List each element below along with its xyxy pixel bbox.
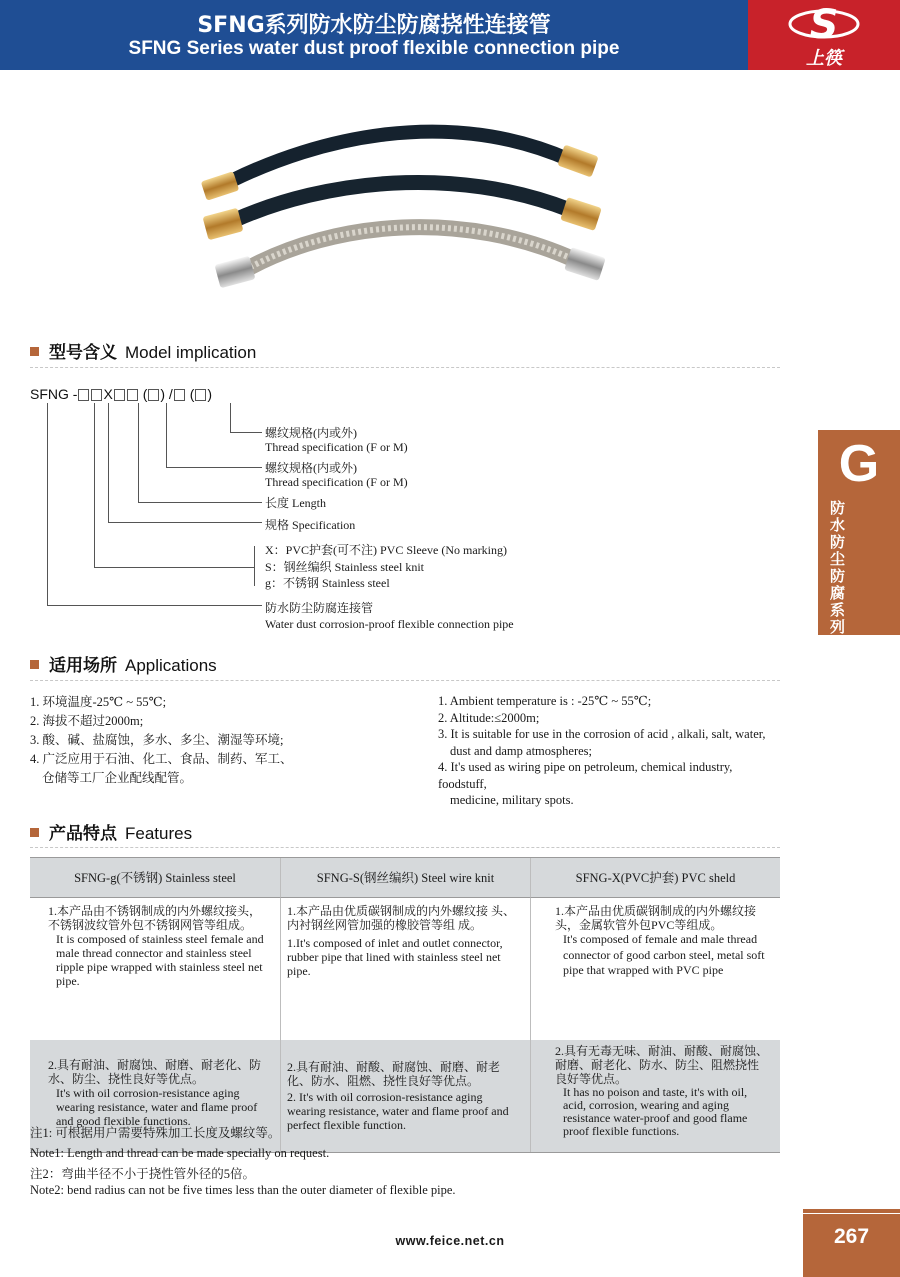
brass-fitting [557, 145, 598, 178]
note-2-en: Note2: bend radius can not be five times less than the outer diameter of flexible pipe. [30, 1183, 456, 1197]
steel-fitting [564, 247, 606, 281]
steel-fitting [215, 256, 256, 288]
label-specification: 规格 Specification [265, 518, 356, 532]
note-2-cn: 注2：弯曲半径不小于挠性管外径的5倍。 [30, 1167, 256, 1181]
divider [30, 367, 780, 368]
applications-cn: 1. 环境温度-25℃ ~ 55℃; 2. 海拔不超过2000m; 3. 酸、碱、盐腐蚀，多水、多尘、潮湿等环境; 4. 广泛应用于石油、化工、食品、制药、军工、 仓储等工厂企业配线配管。 [30, 695, 293, 785]
table-cell: 2.具有耐油、耐腐蚀、耐磨、耐老化、防水、防尘、挠性良好等优点。 It's with oil corrosion-resistance aging wearing resistance, water and flame proof and good flexible functions. [30, 1040, 280, 1152]
table-cell: 2.具有无毒无味、耐油、耐酸、耐腐蚀、耐磨、耐老化、防水、防尘、阻燃挠性良好等优点。 It has no poison and taste, it's with oil, acid, corrosion, wearing and aging resistance water-proof and good flame proof flexible functions. [530, 1040, 780, 1152]
footer-url[interactable]: www.feice.net.cn [395, 1234, 505, 1248]
table-cell: 1.本产品由优质碳钢制成的内外螺纹接头，金属软管外包PVC等组成。 It's composed of female and male thread connector of good carbon steel, metal soft pipe that wrapped with PVC pipe [530, 898, 780, 1040]
page-number: 267 [803, 1214, 900, 1277]
label-length: 长度 Length [265, 496, 326, 510]
brass-fitting [201, 171, 240, 201]
brass-fitting [203, 208, 244, 240]
section-heading-applications: 适用场所 Applications [30, 651, 217, 676]
page-number-bar [803, 1209, 900, 1213]
table-cell: 1.本产品由不锈钢制成的内外螺纹接头，不锈钢波纹管外包不锈钢网管等组成。 It is composed of stainless steel female and male thread connector and stainless steel ripple pipe wrapped with stainless steel net pipe. [30, 898, 280, 1040]
applications-en: 1. Ambient temperature is : -25℃ ~ 55℃; 2. Altitude:≤2000m; 3. It is suitable for use in the corrosion of acid , alkali, salt, water, dust and damp atmospheres; 4. It's used as wiring pipe on petroleum, chemical industry, foodstuff, medicine, military spots. [438, 694, 766, 807]
section-heading-model: 型号含义 Model implication [30, 338, 256, 363]
label-thread-spec-2: 螺纹规格(内或外) Thread specification (F or M) [265, 426, 408, 454]
logo-letter: S [809, 2, 839, 48]
table-cell: 2.具有耐油、耐酸、耐腐蚀、耐磨、耐老化、防水、阻燃、挠性良好等优点。 2. It's with oil corrosion-resistance aging wearing resistance, water and flame proof and perfect flexible function. [280, 1040, 530, 1152]
divider [30, 847, 780, 848]
table-header-cell: SFNG-S(钢丝编织) Steel wire knit [280, 858, 530, 898]
brand-logo [770, 2, 878, 48]
table-cell: 1.本产品由优质碳钢制成的内外螺纹接 头、内衬钢丝网管加强的橡胶管等组 成。 1.It's composed of inlet and outlet connector, rubber pipe that lined with stainless steel net pipe. [280, 898, 530, 1040]
table-header-row [30, 858, 780, 898]
section-heading-features: 产品特点 Features [30, 819, 192, 844]
bullet-square [30, 828, 39, 837]
label-thread-spec-1: 螺纹规格(内或外) Thread specification (F or M) [265, 461, 408, 489]
black-hose-2 [235, 182, 570, 220]
page-title-en: SFNG Series water dust proof flexible connection pipe [128, 38, 620, 59]
page-title-cn: SFNG系列防水防尘防腐挠性连接管 [197, 13, 551, 38]
black-hose-1 [233, 132, 570, 180]
side-tab-letter: G [838, 435, 880, 493]
label-pipe-name: 防水防尘防腐连接管 Water dust corrosion-proof flexible connection pipe [265, 601, 514, 631]
product-photo [195, 110, 615, 310]
note-1-en: Note1: Length and thread can be made specially on request. [30, 1146, 330, 1160]
side-tab-text: 防水防尘防腐系列 [830, 499, 846, 636]
note-1-cn: 注1: 可根据用户需要特殊加工长度及螺纹等。 [30, 1126, 281, 1140]
bullet-square [30, 347, 39, 356]
label-material-type: X：PVC护套(可不注) PVC Sleeve (No marking) S：钢丝编织 Stainless steel knit g：不锈钢 Stainless steel [265, 543, 507, 590]
model-code: SFNG - X ( ) / ( ) [30, 386, 213, 402]
brass-fitting [560, 197, 602, 231]
features-table [30, 857, 780, 1153]
divider [30, 680, 780, 681]
table-header-cell: SFNG-g(不锈钢) Stainless steel [30, 858, 280, 898]
table-row [30, 898, 780, 1040]
bullet-square [30, 660, 39, 669]
logo-text: 上筷 [806, 48, 842, 69]
table-header-cell: SFNG-X(PVC护套) PVC sheld [530, 858, 780, 898]
